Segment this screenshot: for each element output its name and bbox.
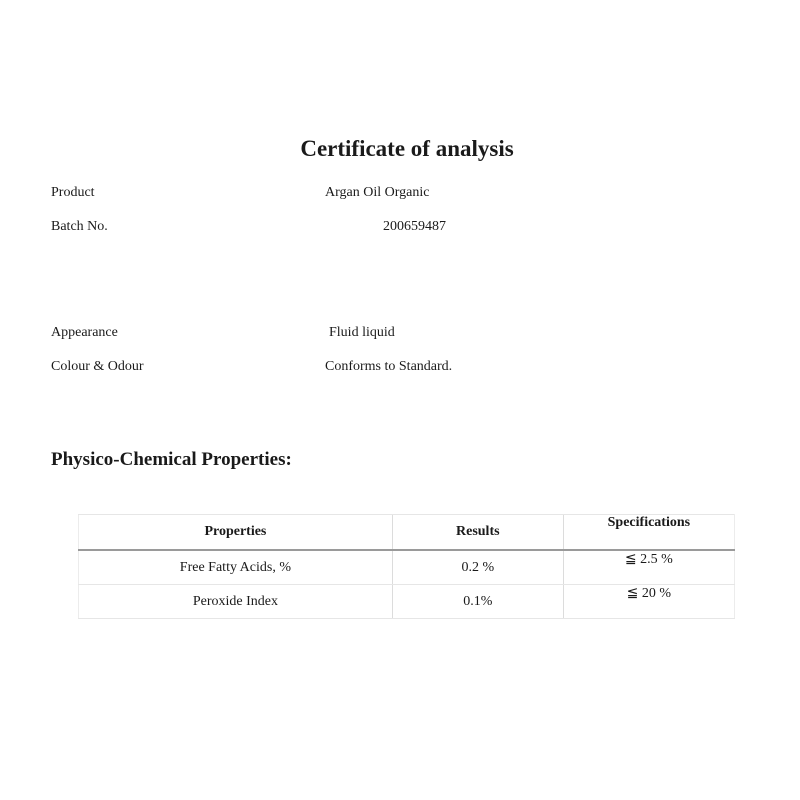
table-header-row bbox=[79, 515, 735, 551]
header-results: Results bbox=[392, 515, 563, 551]
section-heading: Physico-Chemical Properties: bbox=[51, 449, 292, 470]
properties-table bbox=[78, 514, 735, 619]
appearance-label: Appearance bbox=[51, 325, 118, 340]
header-specifications: Specifications bbox=[563, 515, 734, 551]
batch-label: Batch No. bbox=[51, 219, 108, 234]
cell-result: 0.1% bbox=[392, 585, 563, 619]
cell-specification: ≦ 20 % bbox=[563, 585, 734, 619]
cell-result: 0.2 % bbox=[392, 550, 563, 585]
document-title: Certificate of analysis bbox=[300, 136, 514, 161]
table-row bbox=[79, 585, 735, 619]
table-row bbox=[79, 550, 735, 585]
batch-value: 200659487 bbox=[383, 219, 446, 234]
colour-odour-label: Colour & Odour bbox=[51, 359, 144, 374]
cell-property: Free Fatty Acids, % bbox=[79, 550, 393, 585]
header-properties: Properties bbox=[79, 515, 393, 551]
cell-specification: ≦ 2.5 % bbox=[563, 550, 734, 585]
appearance-value: Fluid liquid bbox=[329, 325, 395, 340]
cell-property: Peroxide Index bbox=[79, 585, 393, 619]
colour-odour-value: Conforms to Standard. bbox=[325, 359, 453, 374]
product-value: Argan Oil Organic bbox=[325, 185, 430, 200]
product-label: Product bbox=[51, 185, 95, 200]
